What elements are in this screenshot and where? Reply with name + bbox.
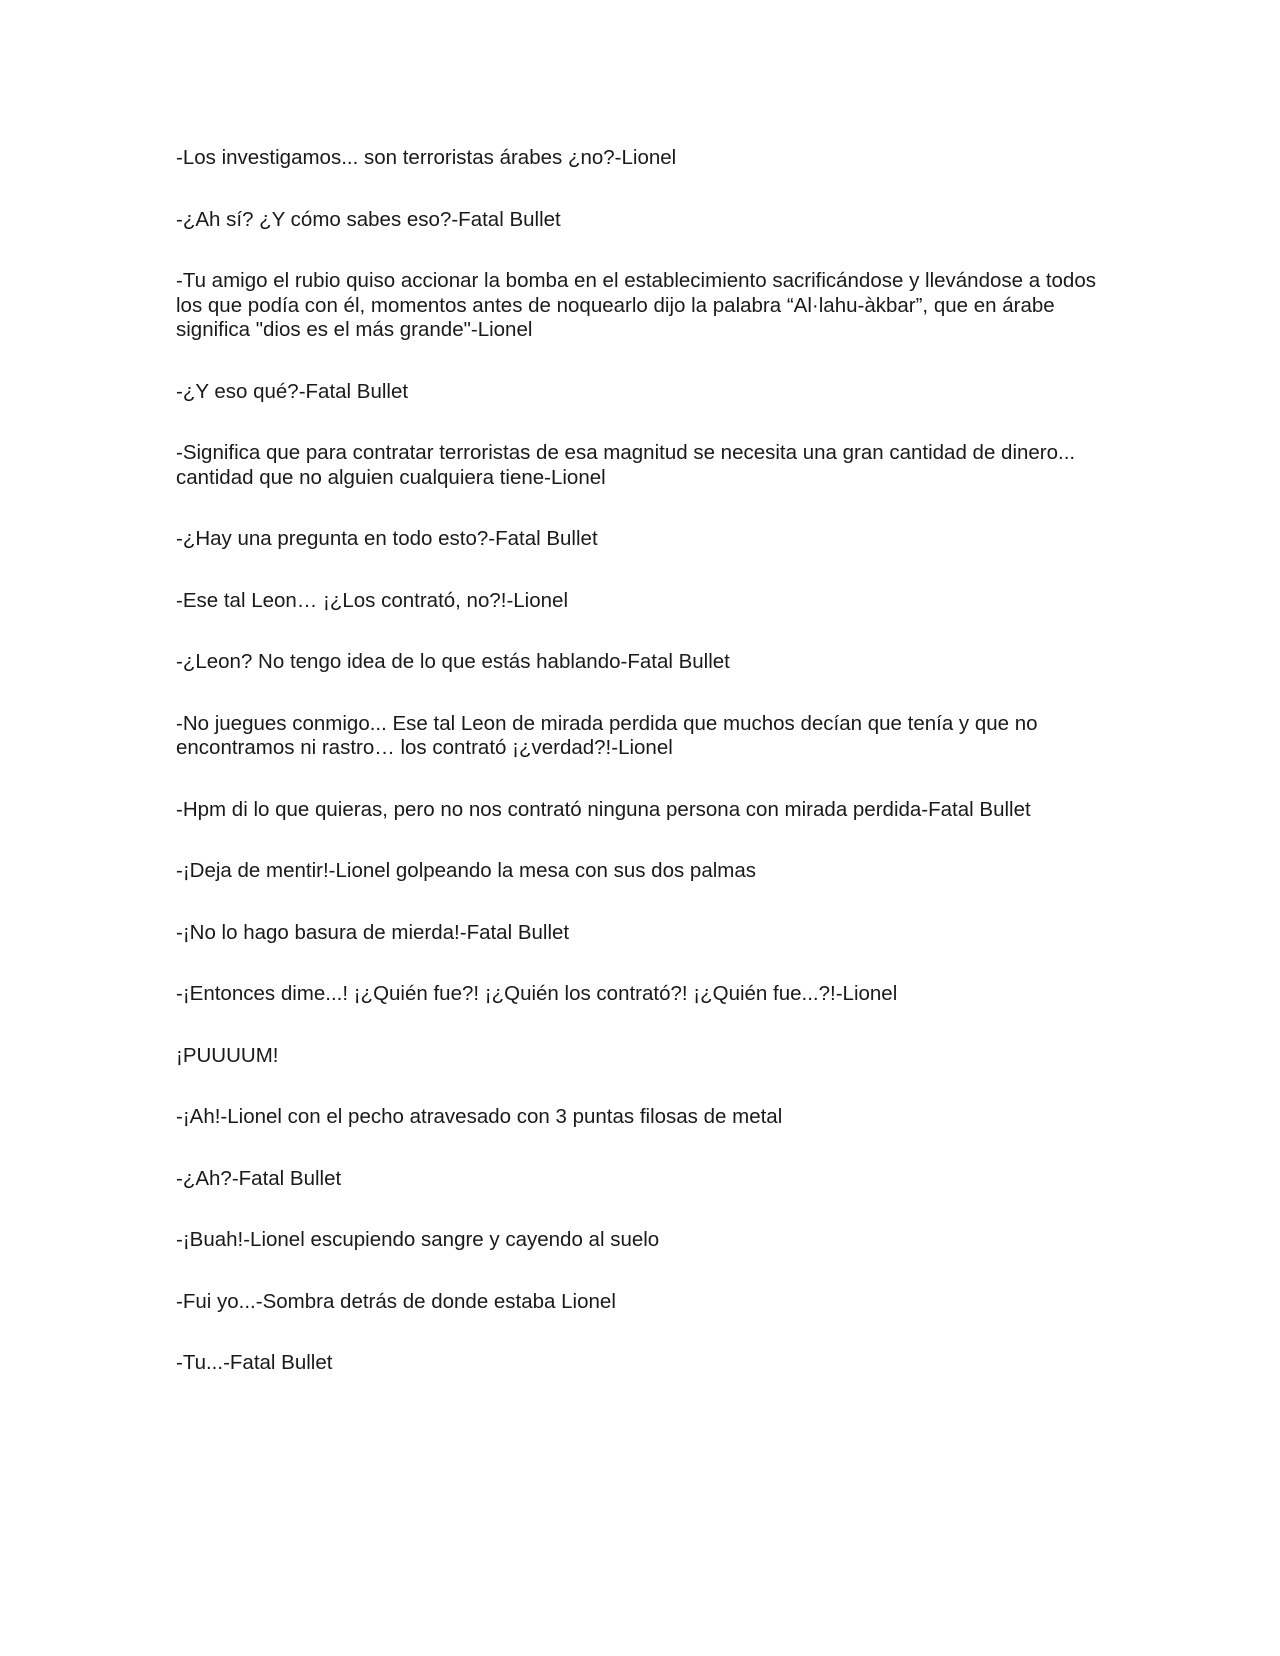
dialogue-paragraph: -¡Entonces dime...! ¡¿Quién fue?! ¡¿Quién los contrató?! ¡¿Quién fue...?!-Lionel [176,982,898,1005]
dialogue-paragraph: -¡No lo hago basura de mierda!-Fatal Bullet [176,920,570,944]
dialogue-paragraph: -Hpm di lo que quieras, pero no nos contrató ninguna persona con mirada perdida-Fatal Bullet [176,797,1031,821]
dialogue-paragraph: -¡Buah!-Lionel escupiendo sangre y cayendo al suelo [176,1228,660,1251]
dialogue-paragraph: -Fui yo...-Sombra detrás de donde estaba Lionel [176,1289,616,1313]
dialogue-paragraph: -No juegues conmigo... Ese tal Leon de mirada perdida que muchos decían que tenía y que no encontramos ni rastro… los contrató ¡¿verdad?!-Lionel [176,711,1038,759]
dialogue-paragraph: -¿Hay una pregunta en todo esto?-Fatal Bullet [176,527,598,550]
document-body [176,146,1096,1413]
dialogue-paragraph: -¿Ah sí? ¿Y cómo sabes eso?-Fatal Bullet [176,207,561,231]
dialogue-paragraph: -Significa que para contratar terroristas de esa magnitud se necesita una gran cantidad de dinero... cantidad que no alguien cualquiera tiene-Lionel [176,441,1076,489]
dialogue-paragraph: -Tu amigo el rubio quiso accionar la bomba en el establecimiento sacrificándose y llevándose a todos los que podía con él, momentos antes de noquearlo dijo la palabra “Al·lahu-àkbar”, que en árabe significa "dios es el más grande"-Lionel [176,269,1096,341]
dialogue-paragraph: -¿Ah?-Fatal Bullet [176,1166,342,1190]
sound-effect: ¡PUUUUM! [176,1043,279,1067]
dialogue-paragraph: -¡Deja de mentir!-Lionel golpeando la mesa con sus dos palmas [176,859,757,882]
dialogue-paragraph: -¡Ah!-Lionel con el pecho atravesado con 3 puntas filosas de metal [176,1105,783,1128]
dialogue-paragraph: -Tu...-Fatal Bullet [176,1351,333,1374]
dialogue-paragraph: -¿Leon? No tengo idea de lo que estás hablando-Fatal Bullet [176,650,730,673]
dialogue-paragraph: -Ese tal Leon… ¡¿Los contrató, no?!-Lionel [176,588,568,612]
dialogue-paragraph: -Los investigamos... son terroristas árabes ¿no?-Lionel [176,146,677,169]
dialogue-paragraph: -¿Y eso qué?-Fatal Bullet [176,379,409,403]
